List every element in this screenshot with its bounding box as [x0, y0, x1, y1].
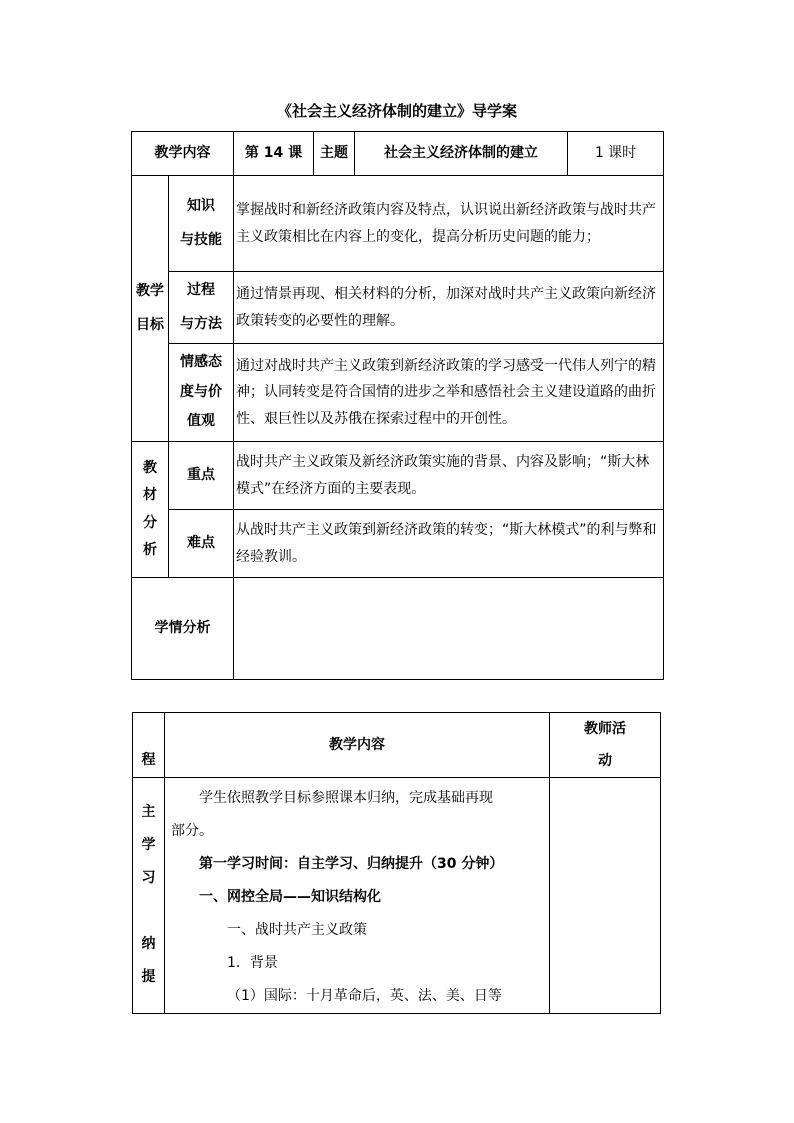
key-point-label: 重点 — [169, 442, 234, 510]
goals-emotion-label: 情感态 度与价 值观 — [169, 344, 234, 442]
goals-label: 教学 目标 — [132, 176, 169, 442]
difficulty-label: 难点 — [169, 510, 234, 578]
content-label: 教学内容 — [132, 132, 234, 176]
hours-value: 1 课时 — [568, 132, 664, 176]
teaching-content-cell — [165, 778, 550, 1013]
content-line: 部分。 — [171, 823, 213, 840]
teaching-content-header: 教学内容 — [165, 713, 550, 778]
goals-process-text: 通过情景再现、相关材料的分析，加深对战时共产主义政策向新经济政策转变的必要性的理解。 — [234, 272, 664, 344]
content-line: （1）国际：十月革命后，英、法、美、日等 — [227, 987, 502, 1004]
student-analysis-text — [234, 578, 664, 680]
student-analysis-label: 学情分析 — [132, 578, 234, 680]
topic-value: 社会主义经济体制的建立 — [355, 132, 568, 176]
teaching-process-table — [132, 712, 661, 1014]
page-title: 《社会主义经济体制的建立》导学案 — [276, 102, 517, 120]
goals-knowledge-label: 知识 与技能 — [169, 176, 234, 272]
lesson-info-table — [131, 131, 664, 680]
process-column-header: 程 — [133, 713, 165, 778]
teacher-activity-header: 教师活 动 — [550, 713, 661, 778]
goals-process-label: 过程 与方法 — [169, 272, 234, 344]
content-line: 学生依照教学目标参照课本归纳，完成基础再现 — [199, 790, 493, 807]
content-line: 1．背景 — [227, 954, 278, 971]
content-line: 一、网控全局——知识结构化 — [199, 889, 381, 906]
content-line: 一、战时共产主义政策 — [227, 921, 367, 938]
process-side-label: 主 学 习 纳 提 — [133, 778, 165, 1013]
difficulty-text: 从战时共产主义政策到新经济政策的转变；“斯大林模式”的利与弊和经验教训。 — [234, 510, 664, 578]
key-point-text: 战时共产主义政策及新经济政策实施的背景、内容及影响；“斯大林模式”在经济方面的主要表现。 — [234, 442, 664, 510]
lesson-number: 第 14 课 — [234, 132, 314, 176]
goals-knowledge-text: 掌握战时和新经济政策内容及特点，认识说出新经济政策与战时共产主义政策相比在内容上的变化，提高分析历史问题的能力； — [234, 176, 664, 272]
materials-label: 教 材 分 析 — [132, 442, 169, 578]
content-line: 第一学习时间：自主学习、归纳提升（30 分钟） — [199, 856, 504, 873]
goals-emotion-text: 通过对战时共产主义政策到新经济政策的学习感受一代伟人列宁的精神；认同转变是符合国情的进步之举和感悟社会主义建设道路的曲折性、艰巨性以及苏俄在探索过程中的开创性。 — [234, 344, 664, 442]
teacher-activity-cell — [550, 778, 661, 1013]
topic-label: 主题 — [314, 132, 355, 176]
